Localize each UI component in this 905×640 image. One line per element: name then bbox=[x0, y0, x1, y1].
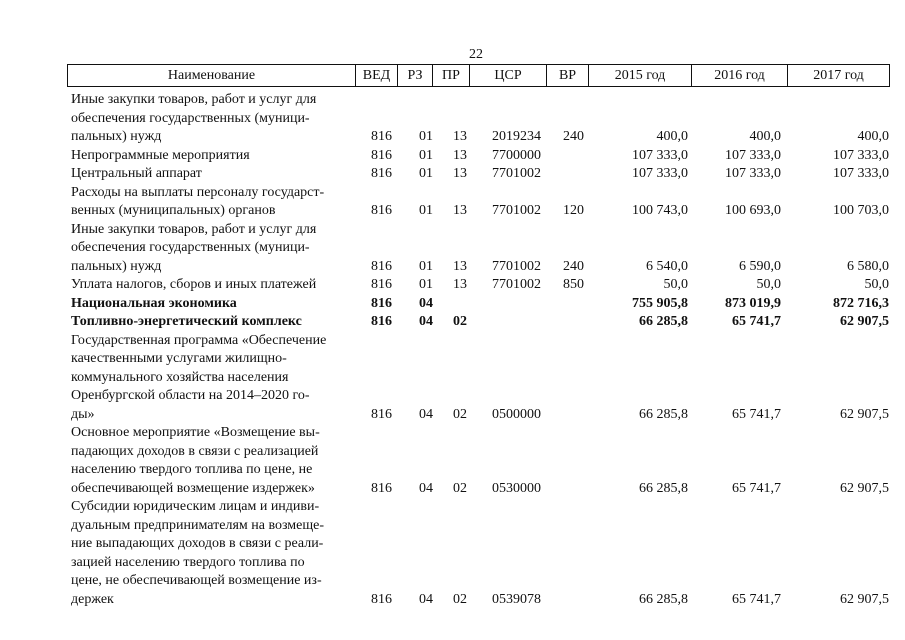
value-2015: 66 285,8 bbox=[639, 480, 688, 496]
row-name bbox=[71, 165, 361, 184]
value-2015: 107 333,0 bbox=[632, 147, 688, 163]
row-name-line: Центральный аппарат bbox=[71, 166, 202, 181]
pr-cell: 13 bbox=[453, 203, 467, 218]
csr-cell: 0530000 bbox=[492, 480, 541, 496]
value-2015: 400,0 bbox=[656, 129, 688, 144]
row-name-line: Оренбургской области на 2014–2020 го- bbox=[71, 388, 310, 403]
value-2015: 50,0 bbox=[663, 277, 688, 292]
pr-cell: 02 bbox=[453, 591, 467, 607]
ved-cell: 816 bbox=[371, 147, 392, 163]
row-name bbox=[71, 147, 361, 166]
value-2016: 65 741,7 bbox=[732, 480, 781, 496]
value-2015: 100 743,0 bbox=[632, 203, 688, 218]
header-ved: ВЕД bbox=[356, 65, 398, 86]
value-2016: 65 741,7 bbox=[732, 314, 781, 329]
header-rz: РЗ bbox=[398, 65, 433, 86]
header-name: Наименование bbox=[68, 65, 356, 86]
value-2017: 400,0 bbox=[857, 129, 889, 144]
value-2017: 872 716,3 bbox=[833, 295, 889, 311]
row-name-line: Расходы на выплаты персоналу государст- bbox=[71, 184, 325, 200]
ved-cell: 816 bbox=[371, 166, 392, 181]
pr-cell: 13 bbox=[453, 147, 467, 163]
value-2017: 100 703,0 bbox=[833, 203, 889, 218]
rz-cell: 01 bbox=[419, 258, 433, 274]
pr-cell: 13 bbox=[453, 277, 467, 292]
csr-cell: 0539078 bbox=[492, 591, 541, 607]
table-row bbox=[0, 165, 905, 184]
value-2015: 66 285,8 bbox=[639, 314, 688, 329]
ved-cell: 816 bbox=[371, 591, 392, 607]
row-name bbox=[71, 221, 361, 277]
row-name-line: падающих доходов в связи с реализацией bbox=[71, 443, 319, 459]
value-2015: 66 285,8 bbox=[639, 591, 688, 607]
row-name-line: Топливно-энергетический комплекс bbox=[71, 314, 302, 329]
rz-cell: 04 bbox=[419, 314, 433, 329]
csr-cell: 7701002 bbox=[492, 277, 541, 292]
value-2015: 6 540,0 bbox=[646, 258, 688, 274]
value-2016: 50,0 bbox=[756, 277, 781, 292]
value-2015: 755 905,8 bbox=[632, 295, 688, 311]
rz-cell: 04 bbox=[419, 591, 433, 607]
pr-cell: 02 bbox=[453, 314, 467, 329]
row-name-line: качественными услугами жилищно- bbox=[71, 351, 287, 366]
value-2017: 62 907,5 bbox=[840, 314, 889, 329]
vr-cell: 850 bbox=[563, 277, 584, 292]
csr-cell: 0500000 bbox=[492, 406, 541, 422]
header-2015: 2015 год bbox=[589, 65, 692, 86]
value-2016: 107 333,0 bbox=[725, 166, 781, 181]
table-row bbox=[0, 332, 905, 425]
row-name-line: Субсидии юридическим лицам и индиви- bbox=[71, 499, 320, 514]
row-name-line: населению твердого топлива по цене, не bbox=[71, 462, 313, 477]
csr-cell: 2019234 bbox=[492, 129, 541, 144]
value-2015: 107 333,0 bbox=[632, 166, 688, 181]
value-2015: 66 285,8 bbox=[639, 406, 688, 422]
value-2016: 65 741,7 bbox=[732, 406, 781, 422]
value-2017: 107 333,0 bbox=[833, 147, 889, 163]
row-name-line: обеспечения государственных (муници- bbox=[71, 110, 310, 126]
table-row bbox=[0, 184, 905, 221]
row-name-line: Государственная программа «Обеспечение bbox=[71, 332, 327, 348]
row-name-line: Непрограммные мероприятия bbox=[71, 147, 250, 163]
header-csr: ЦСР bbox=[470, 65, 547, 86]
row-name-line: Основное мероприятие «Возмещение вы- bbox=[71, 425, 320, 440]
header-pr: ПР bbox=[433, 65, 470, 86]
vr-cell: 240 bbox=[563, 129, 584, 144]
table-row bbox=[0, 91, 905, 147]
ved-cell: 816 bbox=[371, 480, 392, 496]
rz-cell: 01 bbox=[419, 129, 433, 144]
table-row bbox=[0, 221, 905, 277]
table-row bbox=[0, 498, 905, 609]
row-name-line: коммунального хозяйства населения bbox=[71, 369, 289, 385]
vr-cell: 240 bbox=[563, 258, 584, 274]
csr-cell: 7701002 bbox=[492, 203, 541, 218]
row-name-line: держек bbox=[71, 591, 114, 607]
row-name bbox=[71, 424, 361, 498]
rz-cell: 01 bbox=[419, 203, 433, 218]
pr-cell: 13 bbox=[453, 166, 467, 181]
value-2016: 873 019,9 bbox=[725, 295, 781, 311]
csr-cell: 7701002 bbox=[492, 166, 541, 181]
rz-cell: 01 bbox=[419, 147, 433, 163]
value-2017: 6 580,0 bbox=[847, 258, 889, 274]
rz-cell: 01 bbox=[419, 277, 433, 292]
value-2016: 400,0 bbox=[749, 129, 781, 144]
ved-cell: 816 bbox=[371, 295, 392, 311]
table-row bbox=[0, 147, 905, 166]
value-2016: 65 741,7 bbox=[732, 591, 781, 607]
row-name-line: Национальная экономика bbox=[71, 295, 237, 311]
row-name-line: ние выпадающих доходов в связи с реали- bbox=[71, 536, 324, 551]
ved-cell: 816 bbox=[371, 406, 392, 422]
rz-cell: 04 bbox=[419, 406, 433, 422]
value-2016: 6 590,0 bbox=[739, 258, 781, 274]
row-name-line: дуальным предпринимателям на возмеще- bbox=[71, 517, 325, 533]
rz-cell: 01 bbox=[419, 166, 433, 181]
row-name bbox=[71, 184, 361, 221]
header-2017: 2017 год bbox=[813, 68, 864, 83]
row-name-line: венных (муниципальных) органов bbox=[71, 203, 276, 218]
row-name bbox=[71, 295, 361, 314]
header-vr: ВР bbox=[547, 65, 589, 86]
value-2017: 62 907,5 bbox=[840, 480, 889, 496]
row-name-line: зацией населению твердого топлива по bbox=[71, 554, 305, 570]
value-2017: 50,0 bbox=[864, 277, 889, 292]
ved-cell: 816 bbox=[371, 277, 392, 292]
value-2017: 62 907,5 bbox=[840, 406, 889, 422]
csr-cell: 7700000 bbox=[492, 147, 541, 163]
header-2016: 2016 год bbox=[692, 65, 788, 86]
row-name-line: Иные закупки товаров, работ и услуг для bbox=[71, 92, 317, 107]
table-row bbox=[0, 276, 905, 295]
table-header bbox=[67, 64, 890, 87]
page-number: 22 bbox=[469, 47, 483, 62]
row-name-line: Иные закупки товаров, работ и услуг для bbox=[71, 221, 317, 237]
pr-cell: 02 bbox=[453, 406, 467, 422]
ved-cell: 816 bbox=[371, 203, 392, 218]
rz-cell: 04 bbox=[419, 480, 433, 496]
table-row bbox=[0, 313, 905, 332]
value-2017: 107 333,0 bbox=[833, 166, 889, 181]
row-name bbox=[71, 313, 361, 332]
row-name-line: пальных) нужд bbox=[71, 258, 162, 274]
row-name-line: пальных) нужд bbox=[71, 129, 162, 144]
pr-cell: 13 bbox=[453, 129, 467, 144]
pr-cell: 02 bbox=[453, 480, 467, 496]
ved-cell: 816 bbox=[371, 129, 392, 144]
rz-cell: 04 bbox=[419, 295, 433, 311]
value-2017: 62 907,5 bbox=[840, 591, 889, 607]
ved-cell: 816 bbox=[371, 258, 392, 274]
pr-cell: 13 bbox=[453, 258, 467, 274]
row-name-line: Уплата налогов, сборов и иных платежей bbox=[71, 277, 317, 292]
row-name-line: обеспечивающей возмещение издержек» bbox=[71, 480, 315, 496]
row-name-line: ды» bbox=[71, 406, 95, 422]
table-row bbox=[0, 295, 905, 314]
row-name bbox=[71, 332, 361, 425]
csr-cell: 7701002 bbox=[492, 258, 541, 274]
row-name bbox=[71, 276, 361, 295]
vr-cell: 120 bbox=[563, 203, 584, 218]
ved-cell: 816 bbox=[371, 314, 392, 329]
row-name-line: цене, не обеспечивающей возмещение из- bbox=[71, 573, 322, 588]
value-2016: 107 333,0 bbox=[725, 147, 781, 163]
row-name bbox=[71, 91, 361, 147]
value-2016: 100 693,0 bbox=[725, 203, 781, 218]
row-name bbox=[71, 498, 361, 609]
row-name-line: обеспечения государственных (муници- bbox=[71, 240, 310, 255]
table-row bbox=[0, 424, 905, 498]
